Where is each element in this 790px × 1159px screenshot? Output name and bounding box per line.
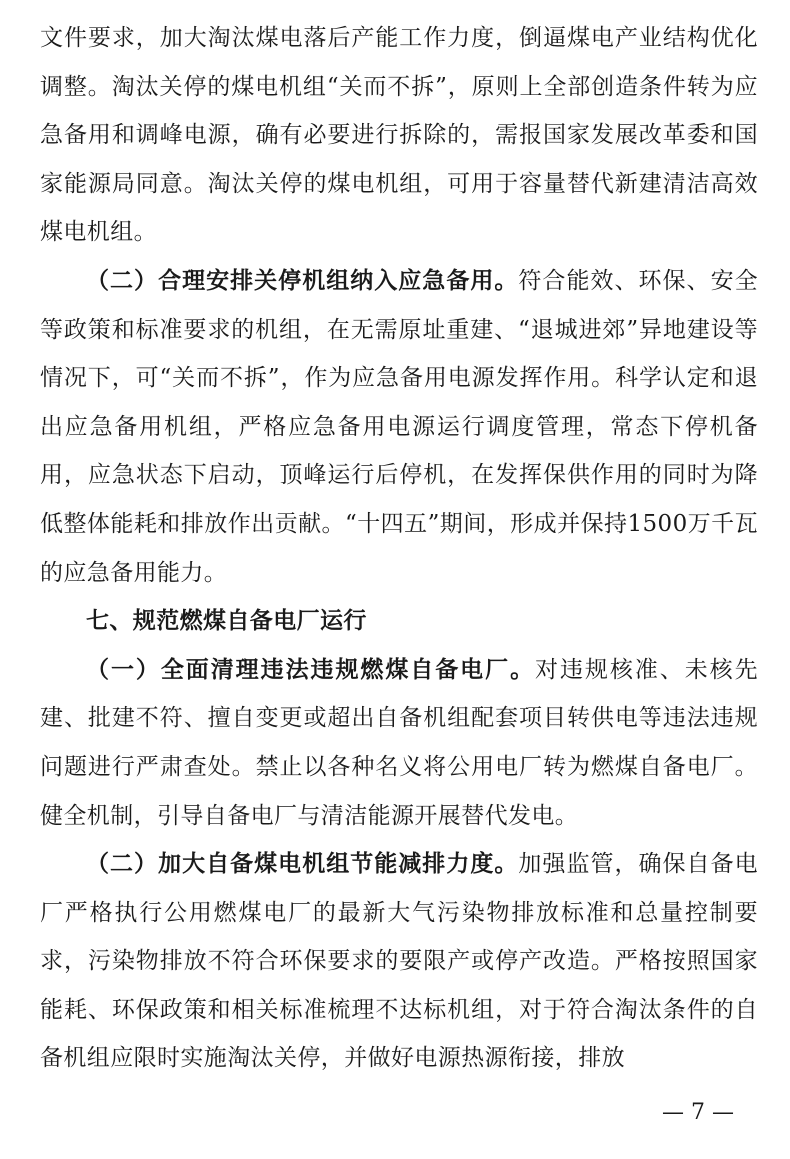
- paragraph-lead-emergency-backup: （二）合理安排关停机组纳入应急备用。: [86, 267, 519, 294]
- document-page: [40, 14, 758, 1083]
- paragraph-lead-clean-up: （一）全面清理违法违规燃煤自备电厂。: [86, 656, 536, 683]
- paragraph-body-clean-up: 对违规核准、未核先建、批建不符、擅自变更或超出自备机组配套项目转供电等违法违规问题进行严肃查处。禁止以各种名义将公用电厂转为燃煤自备电厂。健全机制，引导自备电厂与清洁能源开展替代发电。: [40, 656, 758, 829]
- paragraph-energy-saving: [40, 840, 758, 1083]
- paragraph-body-emergency-backup: 符合能效、环保、安全等政策和标准要求的机组，在无需原址重建、“退城进郊”异地建设等情况下，可“关而不拆”，作为应急备用电源发挥作用。科学认定和退出应急备用机组，严格应急备用电源运行调度管理，常态下停机备用，应急状态下启动，顶峰运行后停机，在发挥保供作用的同时为降低整体能耗和排放作出贡献。“十四五”期间，形成并保持1500万千瓦的应急备用能力。: [40, 267, 759, 586]
- paragraph-coal-power-elimination: 文件要求，加大淘汰煤电落后产能工作力度，倒逼煤电产业结构优化调整。淘汰关停的煤电机组“关而不拆”，原则上全部创造条件转为应急备用和调峰电源，确有必要进行拆除的，需报国家发展改革委和国家能源局同意。淘汰关停的煤电机组，可用于容量替代新建清洁高效煤电机组。: [40, 25, 758, 246]
- section-heading-7: 七、规范燃煤自备电厂运行: [86, 608, 367, 635]
- paragraph-emergency-backup: [40, 257, 758, 597]
- paragraph-clean-up-illegal-plants: [40, 646, 758, 840]
- paragraph-body-energy-saving: 加强监管，确保自备电厂严格执行公用燃煤电厂的最新大气污染物排放标准和总量控制要求，污染物排放不符合环保要求的要限产或停产改造。严格按照国家能耗、环保政策和相关标准梳理不达标机组，对于符合淘汰条件的自备机组应限时实施淘汰关停，并做好电源热源衔接，排放: [40, 851, 759, 1072]
- paragraph-lead-energy-saving: （二）加大自备煤电机组节能减排力度。: [86, 851, 519, 878]
- page-number: — 7 —: [662, 1100, 734, 1125]
